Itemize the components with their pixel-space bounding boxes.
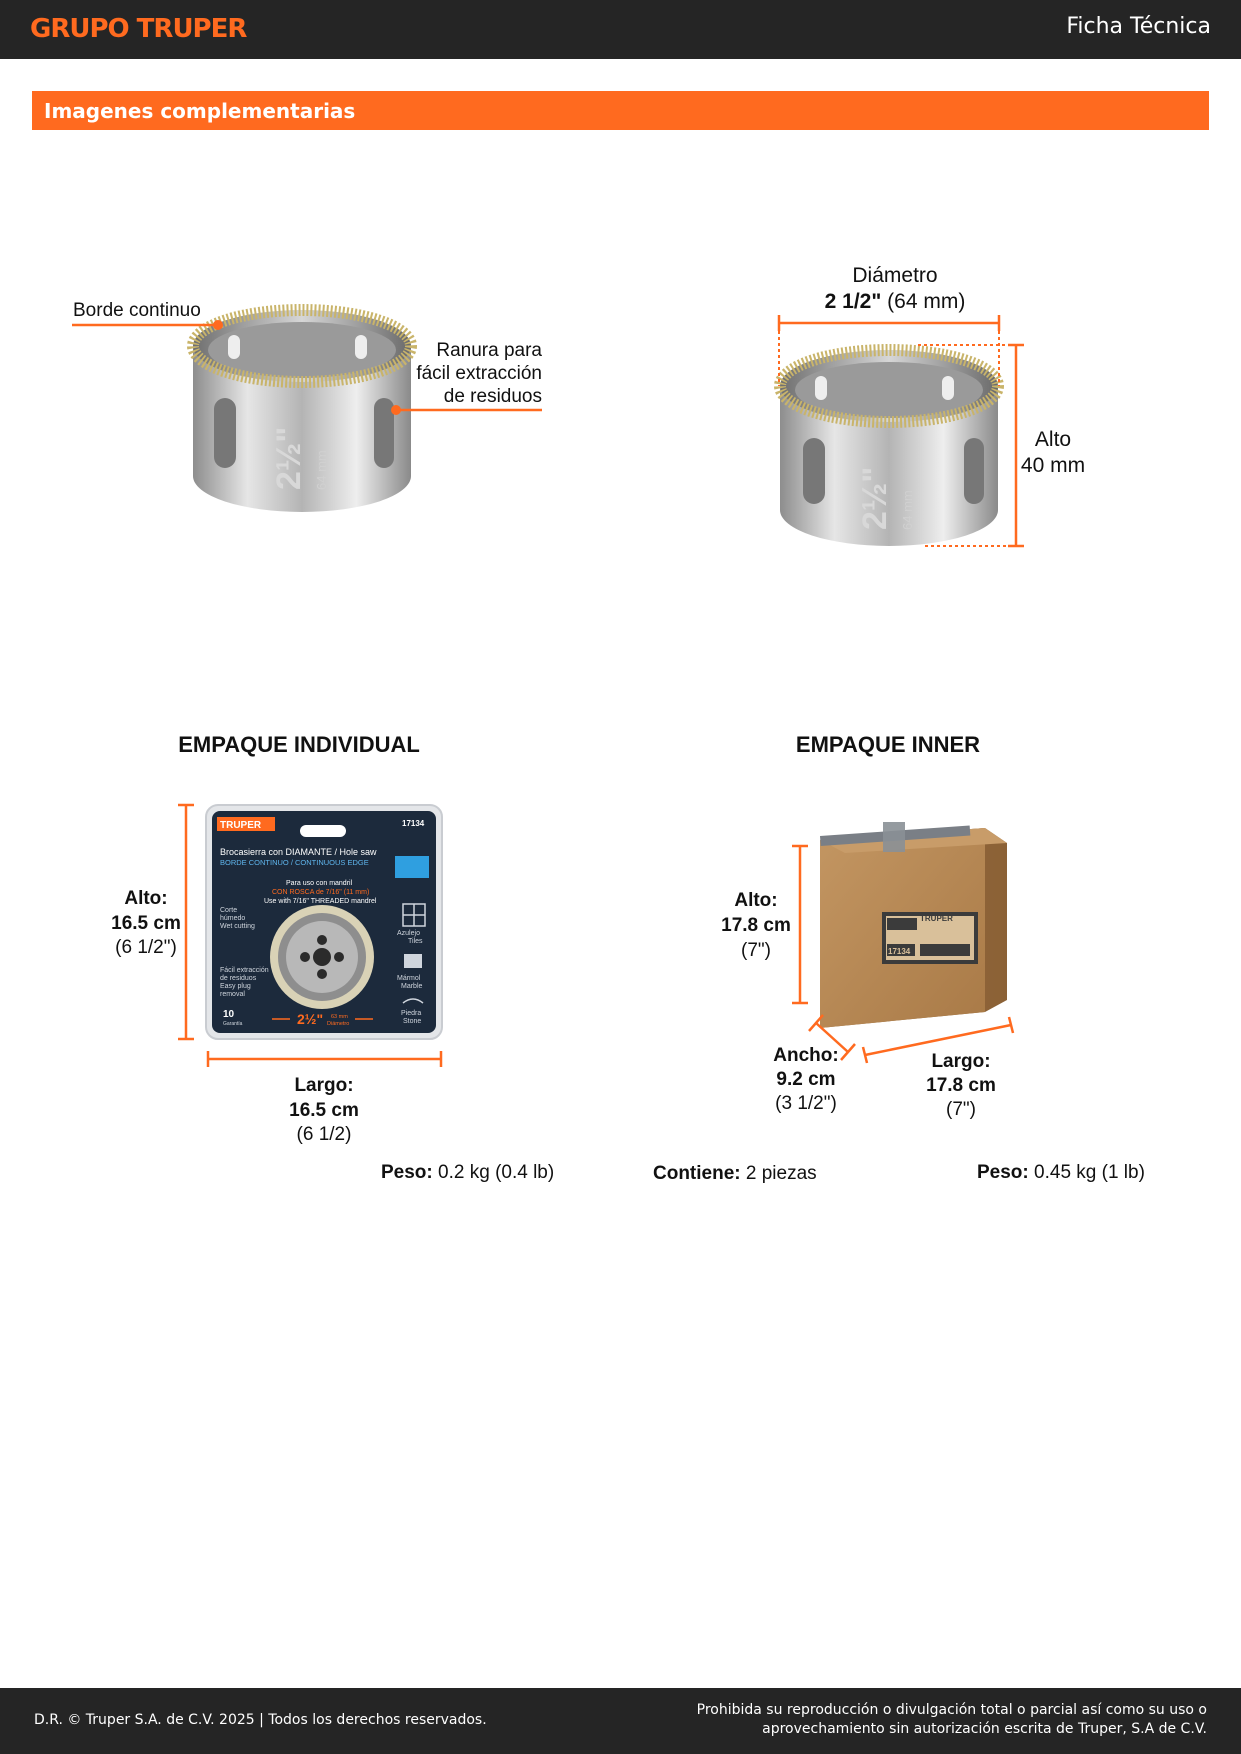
- engraving-size-left: 2½": [270, 426, 308, 490]
- individual-largo-value: 16.5 cm: [289, 1100, 359, 1121]
- package-mandrel1: Para uso con mandril: [286, 880, 353, 887]
- engraving-mm-right: 64 mm: [900, 490, 915, 530]
- individual-alto-imperial: (6 1/2"): [115, 937, 177, 958]
- footer-notice-line-2: aprovechamiento sin autorización escrita de Truper, S.A de C.V.: [762, 1721, 1207, 1737]
- package-feature1b: húmedo: [220, 915, 246, 922]
- callout-slot-label-1: Ranura para: [436, 340, 542, 361]
- package-material2b: Marble: [401, 983, 423, 990]
- package-warranty: 10: [223, 1009, 235, 1020]
- package-size: 2½": [297, 1011, 324, 1027]
- inner-package-title: EMPAQUE INNER: [795, 732, 981, 757]
- inner-box-image: [820, 822, 1007, 1028]
- individual-weight: Peso: 0.2 kg (0.4 lb): [381, 1162, 555, 1183]
- callout-slot-label-2: fácil extracción: [416, 363, 542, 384]
- inner-alto-label: Alto:: [734, 890, 778, 911]
- inner-ancho-value: 9.2 cm: [776, 1069, 836, 1090]
- package-feature2b: de residuos: [220, 975, 257, 982]
- footer-notice: [697, 1701, 1207, 1739]
- package-mandrel2: CON ROSCA de 7/16" (11 mm): [272, 889, 370, 896]
- diameter-value: 2 1/2": [824, 290, 882, 313]
- callout-edge-label: Borde continuo: [73, 300, 201, 321]
- package-warranty-word: Garantía: [223, 1021, 243, 1027]
- brand-logo: GRUPO TRUPER: [30, 14, 247, 44]
- footer-notice-line-1: Prohibida su reproducción o divulgación total o parcial así como su uso o: [696, 1702, 1207, 1718]
- package-feature2d: removal: [220, 991, 245, 998]
- box-brand: TRUPER: [920, 914, 953, 923]
- blister-package-image: [206, 805, 442, 1039]
- package-material3b: Stone: [403, 1018, 422, 1025]
- diameter-value-row: [795, 290, 995, 314]
- individual-alto-value: 16.5 cm: [111, 913, 181, 934]
- inner-alto-value: 17.8 cm: [721, 915, 791, 936]
- individual-largo-line: [208, 1051, 441, 1067]
- package-feature2c: Easy plug: [220, 983, 251, 990]
- package-material2a: Mármol: [397, 975, 421, 982]
- footer-copyright: D.R. © Truper S.A. de C.V. 2025 | Todos los derechos reservados.: [34, 1712, 487, 1728]
- inner-largo-value: 17.8 cm: [926, 1075, 996, 1096]
- individual-largo-imperial: (6 1/2): [296, 1124, 352, 1145]
- package-material3a: Piedra: [401, 1010, 422, 1017]
- package-line1: Brocasierra con DIAMANTE / Hole saw: [220, 847, 377, 857]
- document-type: Ficha Técnica: [1066, 14, 1211, 39]
- package-feature1a: Corte: [220, 907, 238, 914]
- inner-weight: Peso: 0.45 kg (1 lb): [977, 1162, 1145, 1183]
- section-title: Imagenes complementarias: [44, 99, 356, 123]
- inner-alto-imperial: (7"): [741, 940, 771, 961]
- individual-largo-label: Largo:: [294, 1075, 354, 1096]
- diameter-metric: (64 mm): [887, 290, 966, 313]
- inner-ancho-label: Ancho:: [773, 1045, 839, 1066]
- diameter-label: Diámetro: [852, 264, 938, 287]
- individual-alto-label: Alto:: [124, 888, 168, 909]
- engraving-mm-left: 64 mm: [314, 450, 329, 490]
- individual-package-title: EMPAQUE INDIVIDUAL: [178, 732, 420, 757]
- inner-ancho-imperial: (3 1/2"): [775, 1093, 837, 1114]
- package-mandrel3: Use with 7/16" THREADED mandrel: [264, 898, 377, 905]
- package-size-mm: 63 mm: [331, 1014, 348, 1020]
- package-code: 17134: [402, 819, 425, 828]
- inner-contents: Contiene: 2 piezas: [653, 1163, 817, 1184]
- height-value: 40 mm: [1020, 454, 1086, 477]
- callout-slot-label-3: de residuos: [443, 386, 542, 407]
- height-label: Alto: [1034, 428, 1072, 451]
- inner-largo-label: Largo:: [931, 1051, 991, 1072]
- package-feature1c: Wet cutting: [220, 923, 255, 930]
- engraving-size-right: 2½": [856, 466, 894, 530]
- package-line2: BORDE CONTINUO / CONTINUOUS EDGE: [220, 858, 369, 867]
- box-code: 17134: [888, 947, 911, 956]
- package-material1b: Tiles: [408, 938, 423, 945]
- page-footer: [0, 1688, 1241, 1754]
- package-feature2a: Fácil extracción: [220, 967, 269, 974]
- inner-largo-imperial: (7"): [946, 1099, 976, 1120]
- package-size-word: Diámetro: [327, 1021, 350, 1027]
- package-material1a: Azulejo: [397, 930, 420, 937]
- package-brand: TRUPER: [220, 820, 262, 831]
